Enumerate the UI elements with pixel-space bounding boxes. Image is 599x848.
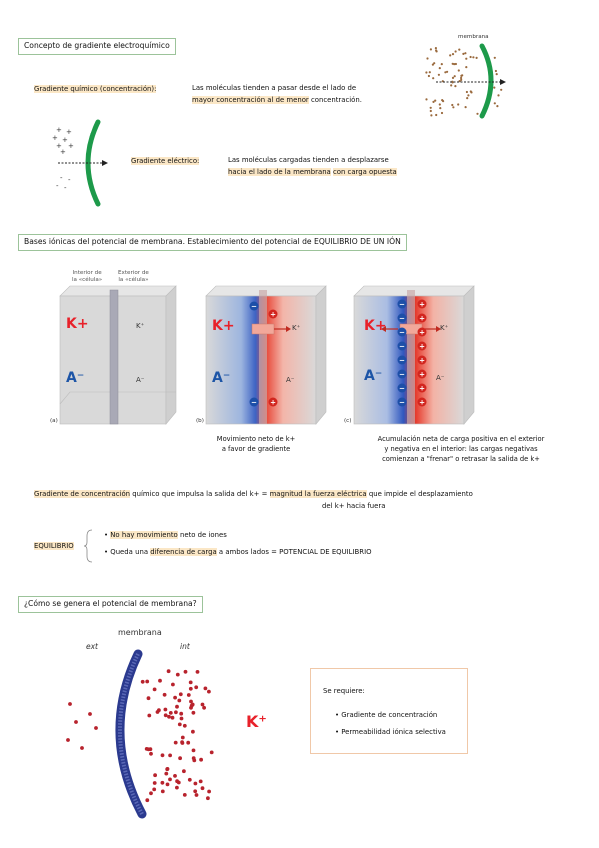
negative-charge-sign: − <box>399 314 405 323</box>
k-ion-dot <box>191 703 195 707</box>
solute-dot <box>430 114 432 116</box>
k-ion-dot <box>167 715 171 719</box>
k-ion-dot <box>169 711 173 715</box>
negative-charge-sign: − <box>399 356 405 365</box>
k-ion-dot <box>183 793 187 797</box>
solute-dot <box>465 106 467 108</box>
arrow-head <box>102 160 108 166</box>
k-ion-dot <box>192 759 196 763</box>
svg-text:−: − <box>251 302 257 311</box>
solute-dot <box>453 63 455 65</box>
membrane-slab <box>407 290 415 424</box>
k-ion-dot <box>145 680 149 684</box>
k-ion-dot <box>201 703 205 707</box>
solute-dot <box>467 94 469 96</box>
interior-label-2: la «célula» <box>72 277 103 283</box>
solute-dot <box>438 74 440 76</box>
k-plus-small-b: K⁺ <box>292 324 301 332</box>
svg-text:-: - <box>64 184 67 192</box>
chem-gradient-desc-rest: concentración. <box>308 96 362 104</box>
solute-dot <box>495 70 497 72</box>
arrow-head <box>500 79 506 85</box>
a-minus-label-a: A⁻ <box>66 370 85 386</box>
positive-charge-sign: + <box>419 328 425 337</box>
solute-dot <box>454 85 456 87</box>
k-ion-dot <box>192 749 196 753</box>
chem-gradient-label-text: Gradiente químico (concentración): <box>34 85 157 93</box>
membrane-potential-diagram <box>60 648 230 820</box>
requirement-item-1: • Gradiente de concentración <box>335 711 438 719</box>
svg-text:+: + <box>52 134 58 142</box>
requirements-title: Se requiere: <box>323 687 365 695</box>
membrane-slab <box>259 290 267 424</box>
k-ion-dot <box>202 706 206 710</box>
k-ion-dot <box>173 696 177 700</box>
k-ion-dot <box>180 717 184 721</box>
k-ion-dot <box>194 685 198 689</box>
solute-dot <box>425 71 427 73</box>
k-ion-dot <box>174 741 178 745</box>
blue-membrane-arc <box>120 654 142 814</box>
negative-charge-sign: − <box>399 342 405 351</box>
membrane-slab <box>110 290 118 424</box>
solute-dot <box>465 66 467 68</box>
k-ion-dot <box>187 693 191 697</box>
k-ion-dot <box>147 696 151 700</box>
k-ion-dot <box>80 746 84 750</box>
solute-dot <box>500 89 502 91</box>
k-ion-dot <box>165 767 169 771</box>
svg-text:+: + <box>270 398 276 407</box>
bullet1-rest: neto de iones <box>177 531 227 539</box>
solute-dot <box>493 87 495 89</box>
elec-desc-highlight-1: hacia el lado de la membrana <box>228 168 331 176</box>
solute-dot <box>450 84 452 86</box>
k-plus-label-large: K⁺ <box>246 712 267 731</box>
solute-dot <box>472 56 474 58</box>
panel-c-cube <box>342 284 482 430</box>
k-ion-dot <box>164 772 168 776</box>
caption-c-line2: y negativa en el interior: las cargas negativas <box>384 445 538 453</box>
elec-desc-highlight-2: con carga opuesta <box>332 168 397 176</box>
k-ion-dot <box>194 782 198 786</box>
positive-charge-sign: + <box>419 356 425 365</box>
interior-label-1: Interior de <box>72 270 102 276</box>
k-ion-dot <box>189 706 193 710</box>
solute-dot <box>439 107 441 109</box>
section3-title: ¿Cómo se genera el potencial de membrana? <box>18 596 203 613</box>
k-ion-dot <box>153 781 157 785</box>
chem-gradient-desc-2 <box>192 95 362 105</box>
solute-dot <box>460 77 462 79</box>
solute-dot <box>458 49 460 51</box>
k-ion-dot <box>163 693 167 697</box>
solute-dot <box>494 102 496 104</box>
k-ion-dot <box>153 688 157 692</box>
k-ion-dot <box>149 791 153 795</box>
k-ion-dot <box>178 723 182 727</box>
summary-highlight-2: magnitud la fuerza eléctrica <box>269 490 367 498</box>
bullet1-highlight: No hay movimiento <box>110 531 178 539</box>
svg-text:-: - <box>56 182 59 190</box>
membrana-label-bottom: membrana <box>118 628 162 637</box>
k-ion-dot <box>210 751 214 755</box>
solute-dot <box>425 98 427 100</box>
k-ion-dot <box>149 752 153 756</box>
k-ion-dot <box>189 681 193 685</box>
k-ion-dot <box>182 769 186 773</box>
k-ion-dot <box>173 774 177 778</box>
k-ion-dot <box>204 687 208 691</box>
solute-dot <box>428 75 430 77</box>
solute-dot <box>444 71 446 73</box>
k-ion-dot <box>181 736 185 740</box>
k-ion-dot <box>66 738 70 742</box>
solute-dot <box>497 94 499 96</box>
solute-dot <box>457 103 459 105</box>
k-ion-dot <box>94 726 98 730</box>
k-ion-dot <box>183 724 187 728</box>
equilibrio-bullet-1: • No hay movimiento neto de iones <box>104 531 227 539</box>
solute-dot <box>496 105 498 107</box>
bullet2-highlight: diferencia de carga <box>150 548 217 556</box>
k-ion-dot <box>193 789 197 793</box>
k-ion-dot <box>74 720 78 724</box>
chem-gradient-label <box>34 84 156 94</box>
solute-dot <box>454 75 456 77</box>
solute-dot <box>461 74 463 76</box>
k-ion-dot <box>168 778 172 782</box>
k-ion-dot <box>88 712 92 716</box>
caption-b-line2: a favor de gradiente <box>221 445 291 453</box>
positive-charge-sign: + <box>419 300 425 309</box>
k-ion-dot <box>171 716 175 720</box>
elec-gradient-label <box>131 156 199 166</box>
svg-text:+: + <box>62 136 68 144</box>
k-ion-dot <box>206 796 210 800</box>
solute-dot <box>430 110 432 112</box>
solute-dot <box>470 90 472 92</box>
a-minus-label-c: A⁻ <box>364 368 383 384</box>
k-ion-dot <box>192 711 196 715</box>
k-ion-dot <box>68 702 72 706</box>
ext-label: ext <box>86 642 98 651</box>
k-plus-label-c: K+ <box>364 318 387 334</box>
k-plus-label-a: K+ <box>66 316 89 332</box>
bullet2-rest: a ambos lados = POTENCIAL DE EQUILIBRIO <box>216 548 372 556</box>
k-ion-dot <box>153 773 157 777</box>
caption-b <box>196 434 316 454</box>
elec-gradient-desc-1: Las moléculas cargadas tienden a desplazarse <box>228 156 389 164</box>
equilibrio-bullet-2: • Queda una diferencia de carga a ambos lados = POTENCIAL DE EQUILIBRIO <box>104 548 372 556</box>
k-ion-dot <box>176 673 180 677</box>
solute-dot <box>430 107 432 109</box>
solute-dot <box>432 77 434 79</box>
solute-dot <box>435 114 437 116</box>
k-ion-dot <box>177 781 181 785</box>
solute-dot <box>426 57 428 59</box>
solute-dot <box>470 56 472 58</box>
solute-dot <box>452 106 454 108</box>
k-ion-dot <box>195 793 199 797</box>
solute-dot <box>462 53 464 55</box>
k-ion-dot <box>161 790 165 794</box>
solute-dot <box>452 77 454 79</box>
k-ion-dot <box>177 699 181 703</box>
solute-dot <box>432 101 434 103</box>
k-ion-dot <box>167 669 171 673</box>
exterior-label <box>118 270 149 284</box>
a-minus-small-b: A⁻ <box>286 376 295 384</box>
negative-charge-sign: − <box>399 300 405 309</box>
k-ion-dot <box>145 798 149 802</box>
chem-gradient-desc-1: Las moléculas tienden a pasar desde el lado de <box>192 84 357 92</box>
requirement-item-1-text: Gradiente de concentración <box>341 711 438 719</box>
panel-b-cube <box>194 284 334 430</box>
positive-charge-sign: + <box>419 314 425 323</box>
a-minus-label-b: A⁻ <box>212 370 231 386</box>
a-minus-small-c: A⁻ <box>436 374 445 382</box>
k-ion-dot <box>147 714 151 718</box>
electrical-gradient-diagram <box>50 118 110 210</box>
k-ion-dot <box>201 786 205 790</box>
section2-title: Bases iónicas del potencial de membrana. Establecimiento del potencial de EQUILIBRIO DE UN IÓN <box>18 234 407 251</box>
summary-text-2: que impide el desplazamiento <box>366 490 473 498</box>
k-plus-small-c: K⁺ <box>440 324 449 332</box>
k-ion-dot <box>181 741 185 745</box>
solute-dot <box>441 112 443 114</box>
summary-highlight-1: Gradiente de concentración <box>34 490 131 498</box>
solute-dot <box>466 91 468 93</box>
exterior-label-2: la «célula» <box>118 277 149 283</box>
summary-line2: del k+ hacia fuera <box>322 502 386 510</box>
svg-text:+: + <box>270 310 276 319</box>
k-ion-dot <box>179 712 183 716</box>
negative-charge-sign: − <box>399 370 405 379</box>
int-label: int <box>180 642 190 651</box>
k-ion-dot <box>188 778 192 782</box>
negative-charge-sign: − <box>399 398 405 407</box>
svg-text:-: - <box>68 176 71 184</box>
k-ion-dot <box>141 680 145 684</box>
k-ion-dot <box>152 788 156 792</box>
requirement-item-2-text: Permeabilidad iónica selectiva <box>341 728 446 736</box>
k-ion-dot <box>166 783 170 787</box>
solute-dot <box>449 54 451 56</box>
svg-text:+: + <box>60 148 66 156</box>
k-ion-dot <box>171 683 175 687</box>
solute-dot <box>441 99 443 101</box>
svg-text:+: + <box>56 126 62 134</box>
solute-dot <box>441 63 443 65</box>
caption-b-line1: Movimiento neto de k+ <box>216 435 296 443</box>
k-ion-dot <box>184 670 188 674</box>
k-ion-dot <box>199 780 203 784</box>
k-ion-dot <box>175 705 179 709</box>
k-ion-dot <box>161 753 165 757</box>
svg-text:+: + <box>68 142 74 150</box>
solute-dot <box>451 104 453 106</box>
k-ion-dot <box>175 786 179 790</box>
svg-text:-: - <box>90 182 93 190</box>
svg-text:+: + <box>66 128 72 136</box>
k-ion-dot <box>199 758 203 762</box>
positive-charge-sign: + <box>419 342 425 351</box>
k-ion-dot <box>157 708 161 712</box>
solute-dot <box>476 57 478 59</box>
k-ion-dot <box>186 741 190 745</box>
elec-gradient-desc-2 <box>228 167 397 177</box>
svg-text:+: + <box>56 142 62 150</box>
k-ion-dot <box>161 781 165 785</box>
k-ion-dot <box>189 687 193 691</box>
panel-a-label: (a) <box>50 418 58 424</box>
negative-charge-sign: − <box>399 384 405 393</box>
panel-b-label: (b) <box>196 418 204 424</box>
k-ion-dot <box>207 690 211 694</box>
chem-gradient-desc-highlight: mayor concentración al de menor <box>192 96 309 104</box>
k-ion-dot <box>179 692 183 696</box>
negative-charge-sign: − <box>399 328 405 337</box>
positive-charge-sign: + <box>419 384 425 393</box>
svg-text:-: - <box>60 174 63 182</box>
solute-dot <box>435 49 437 51</box>
section1-title: Concepto de gradiente electroquímico <box>18 38 176 55</box>
k-ion-dot <box>164 713 168 717</box>
equilibrio-label-text: EQUILIBRIO <box>34 542 74 550</box>
panel-a-cube <box>48 284 184 430</box>
solute-dot <box>430 48 432 50</box>
caption-c-line1: Acumulación neta de carga positiva en el exterior <box>377 435 545 443</box>
k-ion-dot <box>147 747 151 751</box>
k-channel <box>252 324 274 334</box>
k-ion-dot <box>168 754 172 758</box>
k-ion-dot <box>207 790 211 794</box>
summary-text-1: químico que impulsa la salida del k+ = <box>130 490 270 498</box>
k-plus-label-b: K+ <box>212 318 235 334</box>
solute-dot <box>439 67 441 69</box>
k-ion-dot <box>158 679 162 683</box>
solute-dot <box>452 53 454 55</box>
membrana-label-top: membrana <box>458 34 489 40</box>
requirement-item-2: • Permeabilidad iónica selectiva <box>335 728 446 736</box>
summary-line1 <box>34 489 473 499</box>
solute-dot <box>433 62 435 64</box>
equilibrio-bracket <box>84 528 94 564</box>
k-ion-dot <box>191 730 195 734</box>
k-ion-dot <box>178 756 182 760</box>
solute-dot <box>476 113 478 115</box>
solute-dot <box>496 73 498 75</box>
svg-text:-: - <box>88 154 91 162</box>
k-plus-small-a: K⁺ <box>136 322 145 330</box>
positive-charge-sign: + <box>419 370 425 379</box>
elec-gradient-label-text: Gradiente eléctrico: <box>131 157 200 165</box>
solute-dot <box>465 58 467 60</box>
requirements-box <box>310 668 468 754</box>
solute-dot <box>439 103 441 105</box>
exterior-label-1: Exterior de <box>118 270 149 276</box>
caption-c-line3: comienzan a "frenar" o retrasar la salida de k+ <box>382 455 540 463</box>
k-ion-dot <box>174 710 178 714</box>
solute-dot <box>464 52 466 54</box>
solute-dot <box>460 79 462 81</box>
solute-dot <box>429 71 431 73</box>
equilibrio-label <box>34 541 74 551</box>
solute-dot <box>455 50 457 52</box>
bullet2-start: Queda una <box>110 548 151 556</box>
positive-charge-sign: + <box>419 398 425 407</box>
solute-dot <box>458 69 460 71</box>
solute-dot <box>466 97 468 99</box>
svg-text:-: - <box>90 130 93 138</box>
solute-dot <box>494 57 496 59</box>
solute-dot <box>435 47 437 49</box>
svg-text:−: − <box>251 398 257 407</box>
caption-c <box>346 434 576 464</box>
interior-label <box>72 270 102 284</box>
k-ion-dot <box>196 670 200 674</box>
green-membrane-arc <box>482 46 491 116</box>
a-minus-small-a: A⁻ <box>136 376 145 384</box>
k-ion-dot <box>164 708 168 712</box>
concentration-gradient-diagram <box>420 40 510 122</box>
panel-c-label: (c) <box>344 418 352 424</box>
